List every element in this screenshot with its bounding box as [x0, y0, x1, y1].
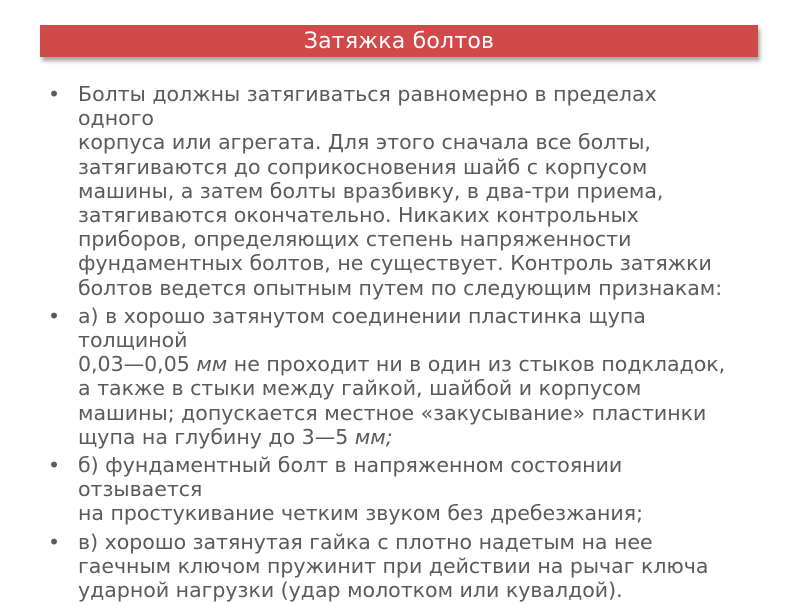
text-line: одного [78, 106, 154, 131]
unit-mm: мм; [354, 424, 393, 449]
bullet-item [48, 82, 768, 300]
text-line: а также в стыки между гайкой, шайбой и корпусом [78, 376, 642, 401]
slide-title: Затяжка болтов [303, 28, 495, 54]
text-line: затягиваются окончательно. Никаких контрольных [78, 203, 639, 228]
text-fragment: щупа на глубину до 3—5 [78, 424, 349, 449]
unit-mm: мм [196, 352, 228, 377]
bullet-item [48, 530, 768, 603]
bullet-marker: • [48, 453, 61, 478]
text-line: ударной нагрузки (удар молотком или кувалдой). [78, 578, 623, 603]
text-line: гаечным ключом пружинит при действии на рычаг ключа [78, 553, 709, 578]
text-line: на простукивание четким звуком без дребезжания; [78, 501, 643, 526]
text-line: затягиваются до соприкосновения шайб с корпусом [78, 154, 648, 179]
text-line: толщиной [78, 328, 188, 353]
text-fragment: не проходит ни в один из стыков подкладок, [233, 352, 726, 377]
text-line: отзывается [78, 477, 203, 502]
text-line: корпуса или агрегата. Для этого сначала все болты, [78, 130, 651, 155]
bullet-marker: • [48, 529, 61, 554]
text-line [78, 352, 768, 376]
text-line: в) хорошо затянутая гайка с плотно надетым на нее [78, 529, 653, 554]
text-line: машины, а затем болты вразбивку, в два-три приема, [78, 178, 664, 203]
text-line: приборов, определяющих степень напряженности [78, 227, 632, 252]
bullet-marker: • [48, 82, 61, 106]
title-bar [40, 25, 758, 57]
text-line: машины; допускается местное «закусывание» пластинки [78, 400, 707, 425]
bullet-item [48, 304, 768, 449]
text-line: а) в хорошо затянутом соединении пластинка щупа [78, 303, 646, 328]
text-line [78, 425, 768, 449]
text-line: фундаментных болтов, не существует. Контроль затяжки [78, 251, 712, 276]
bullet-item [48, 453, 768, 526]
bullet-marker: • [48, 303, 61, 328]
content-body [48, 82, 768, 606]
text-line: б) фундаментный болт в напряженном состоянии [78, 453, 623, 478]
thickness-value: 0,03—0,05 [78, 352, 190, 377]
text-line: болтов ведется опытным путем по следующим признакам: [78, 275, 723, 300]
text-line: Болты должны затягиваться равномерно в пределах [78, 82, 657, 106]
